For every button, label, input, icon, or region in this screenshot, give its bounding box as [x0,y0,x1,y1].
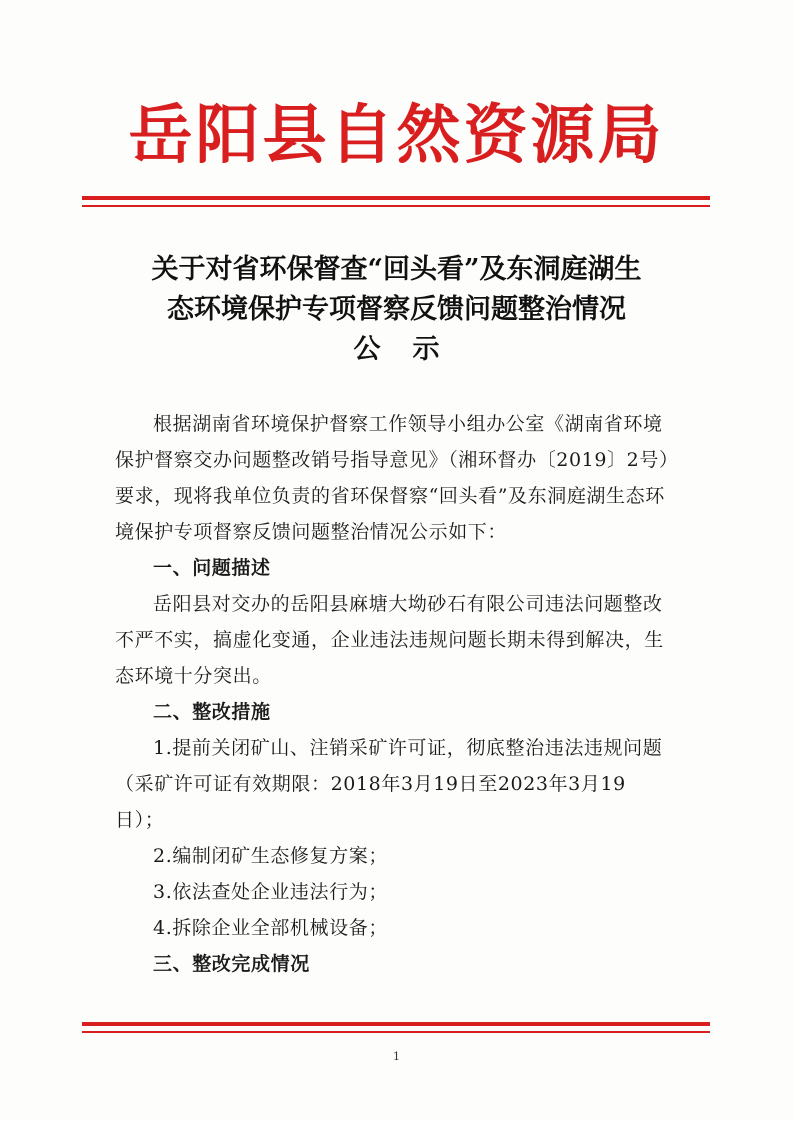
measure-item-3: 3.依法查处企业违法行为； [153,881,388,903]
document-title-line1: 关于对省环保督查“回头看”及东洞庭湖生 [151,254,642,285]
footer-rule-thick [82,1022,710,1026]
section-heading-problem: 一、问题描述 [153,557,271,579]
section-heading-completion: 三、整改完成情况 [153,953,310,975]
footer-rule-thin [82,1031,710,1033]
measure-item-1: 1.提前关闭矿山、注销采矿许可证，彻底整治违法违规问题（采矿许可证有效期限：2018年3月19日至2023年3月19日）； [115,737,663,831]
document-title-line2: 态环境保护专项督察反馈问题整治情况 [167,294,626,325]
header-rule-thick [82,196,710,200]
document-title-line3: 公示 [353,334,472,365]
measure-item-2: 2.编制闭矿生态修复方案； [153,845,388,867]
section-heading-measures: 二、整改措施 [153,701,271,723]
problem-description: 岳阳县对交办的岳阳县麻塘大坳砂石有限公司违法问题整改不严不实，搞虚化变通，企业违法违规问题长期未得到解决，生态环境十分突出。 [115,593,664,687]
header-rule-thin [82,205,710,207]
issuing-organization: 岳阳县自然资源局 [128,98,665,173]
measure-item-4: 4.拆除企业全部机械设备； [153,917,388,939]
document-body [115,406,675,982]
intro-paragraph: 根据湖南省环境保护督察工作领导小组办公室《湖南省环境保护督察交办问题整改销号指导意见》（湘环督办〔2019〕2号）要求，现将我单位负责的省环保督察“回头看”及东洞庭湖生态环境保护专项督察反馈问题整治情况公示如下： [115,413,670,543]
page-number: 1 [393,1050,400,1063]
